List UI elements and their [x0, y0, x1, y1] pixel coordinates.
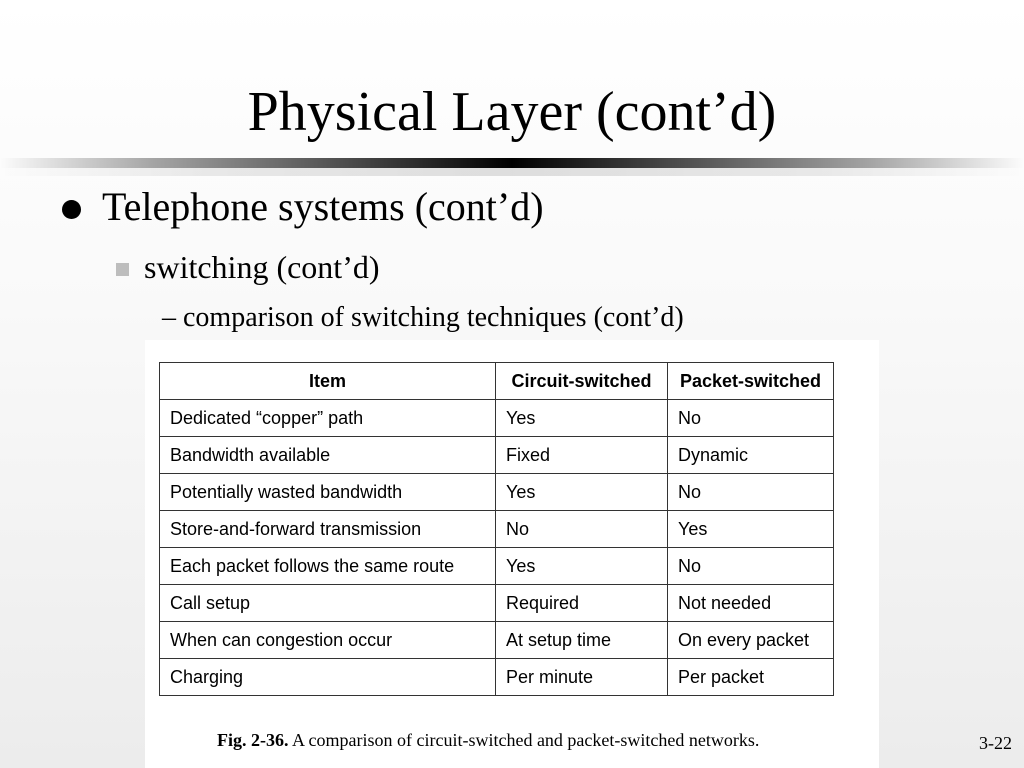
cell-item: Each packet follows the same route [160, 548, 496, 585]
column-header-circuit-switched: Circuit-switched [496, 363, 668, 400]
cell-item: Store-and-forward transmission [160, 511, 496, 548]
table-row [160, 437, 834, 474]
column-header-item: Item [160, 363, 496, 400]
title-divider-shadow [0, 168, 1024, 176]
bullet-level-2 [116, 246, 380, 288]
figure-caption [217, 730, 759, 751]
figure-caption-text: A comparison of circuit-switched and packet-switched networks. [288, 730, 760, 750]
table-header-row [160, 363, 834, 400]
square-bullet-icon [116, 263, 129, 276]
cell-circuit: Yes [496, 400, 668, 437]
cell-item: Bandwidth available [160, 437, 496, 474]
bullet-level-2-text: switching (cont’d) [144, 249, 380, 285]
cell-packet: Yes [668, 511, 834, 548]
cell-circuit: Yes [496, 474, 668, 511]
table-row [160, 659, 834, 696]
round-bullet-icon [62, 200, 81, 219]
figure-panel [145, 340, 879, 768]
column-header-packet-switched: Packet-switched [668, 363, 834, 400]
comparison-table [159, 362, 834, 696]
cell-item: Potentially wasted bandwidth [160, 474, 496, 511]
cell-circuit: At setup time [496, 622, 668, 659]
figure-caption-label: Fig. 2-36. [217, 730, 289, 750]
cell-packet: No [668, 548, 834, 585]
cell-circuit: Yes [496, 548, 668, 585]
table-row [160, 622, 834, 659]
cell-item: When can congestion occur [160, 622, 496, 659]
cell-packet: No [668, 400, 834, 437]
cell-packet: On every packet [668, 622, 834, 659]
bullet-level-1 [62, 182, 544, 232]
cell-circuit: Per minute [496, 659, 668, 696]
page-number: 3-22 [979, 733, 1012, 753]
cell-circuit: Fixed [496, 437, 668, 474]
cell-circuit: Required [496, 585, 668, 622]
table-row [160, 585, 834, 622]
bullet-level-3-text: – comparison of switching techniques (cont’d) [162, 302, 684, 333]
cell-item: Charging [160, 659, 496, 696]
cell-item: Call setup [160, 585, 496, 622]
table-row [160, 474, 834, 511]
table-row [160, 400, 834, 437]
cell-circuit: No [496, 511, 668, 548]
cell-item: Dedicated “copper” path [160, 400, 496, 437]
bullet-level-1-text: Telephone systems (cont’d) [102, 184, 544, 229]
slide-title: Physical Layer (cont’d) [247, 81, 777, 143]
cell-packet: Not needed [668, 585, 834, 622]
cell-packet: No [668, 474, 834, 511]
cell-packet: Dynamic [668, 437, 834, 474]
bullet-level-3 [162, 300, 684, 336]
cell-packet: Per packet [668, 659, 834, 696]
table-row [160, 511, 834, 548]
title-divider [0, 158, 1024, 168]
table-row [160, 548, 834, 585]
